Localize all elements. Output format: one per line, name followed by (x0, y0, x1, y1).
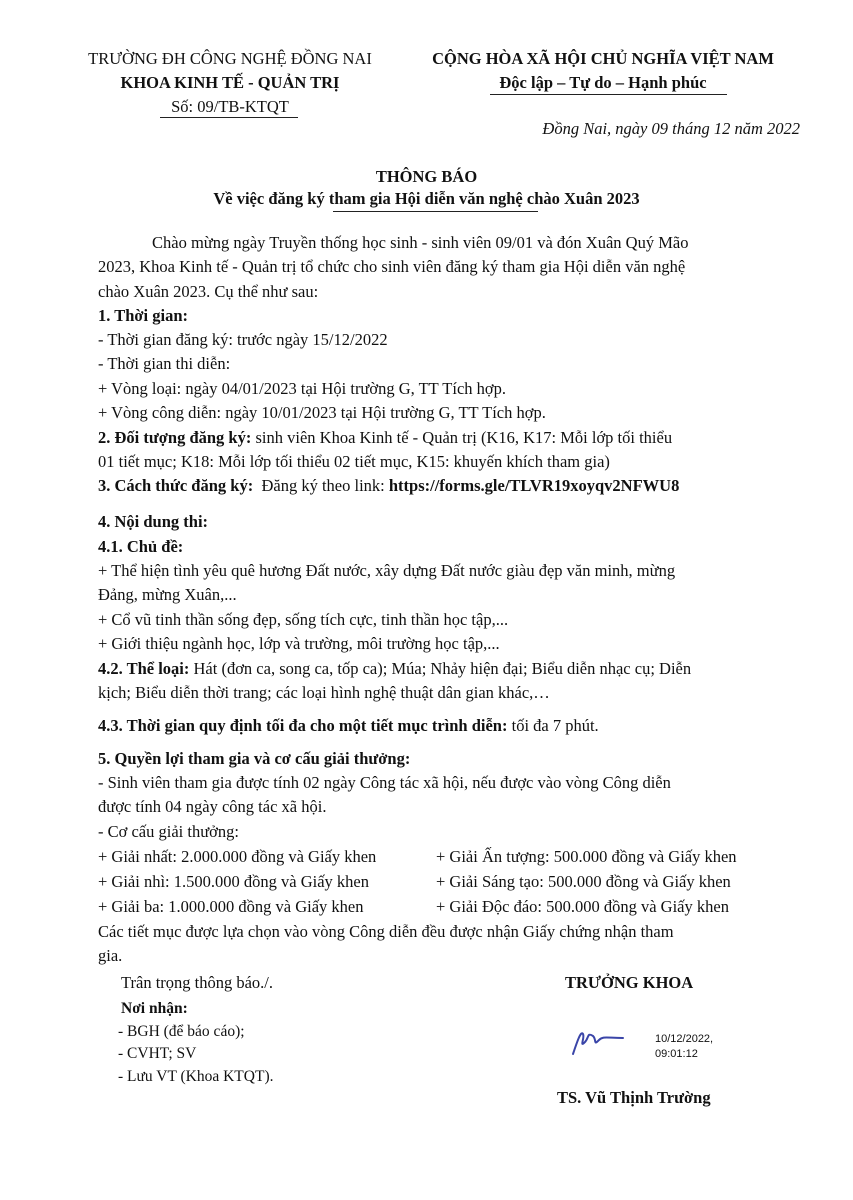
intro-line-1: Chào mừng ngày Truyền thống học sinh - sinh viên 09/01 và đón Xuân Quý Mão (152, 233, 689, 252)
section-4-3-heading: 4.3. Thời gian quy định tối đa cho một tiết mục trình diễn: (98, 716, 508, 735)
document-number: Số: 09/TB-KTQT (171, 97, 289, 116)
theme-line: Đảng, mừng Xuân,... (98, 585, 237, 604)
intro-line-2: 2023, Khoa Kinh tế - Quản trị tổ chức cho sinh viên đăng ký tham gia Hội diễn văn nghệ (98, 257, 686, 276)
s5-line: - Cơ cấu giải thưởng: (98, 822, 239, 841)
section-4-1-heading: 4.1. Chủ đề: (98, 537, 184, 556)
recipient-item: - CVHT; SV (118, 1045, 197, 1062)
section-3-text: Đăng ký theo link: (253, 476, 389, 495)
prize-right: + Giải Độc đáo: 500.000 đồng và Giấy khen (436, 897, 729, 916)
prize-right: + Giải Sáng tạo: 500.000 đồng và Giấy khen (436, 872, 731, 891)
registration-link[interactable]: https://forms.gle/TLVR19xoyqv2NFWU8 (388, 476, 680, 495)
section-4-3-line (98, 716, 778, 736)
theme-line: + Cổ vũ tinh thần sống đẹp, sống tích cực, tinh thần học tập,... (98, 610, 509, 629)
prize-right: + Giải Ấn tượng: 500.000 đồng và Giấy khen (436, 847, 737, 866)
section-2-heading: 2. Đối tượng đăng ký: (98, 428, 252, 447)
recipient-item: - BGH (để báo cáo); (118, 1023, 245, 1040)
s1-line: - Thời gian thi diễn: (98, 354, 231, 373)
s1-line: + Vòng công diễn: ngày 10/01/2023 tại Hội trường G, TT Tích hợp. (98, 403, 546, 422)
left-header-rule (160, 117, 298, 118)
signature-date: 10/12/2022, (655, 1033, 714, 1045)
intro-line-3: chào Xuân 2023. Cụ thể như sau: (98, 282, 319, 301)
subtitle-rule (333, 211, 538, 212)
recipients-label: Nơi nhận: (121, 1000, 188, 1017)
nation-name: CỘNG HÒA XÃ HỘI CHỦ NGHĨA VIỆT NAM (432, 49, 774, 68)
section-4-2-heading: 4.2. Thể loại: (98, 659, 190, 678)
right-header-rule (490, 94, 727, 95)
closing-line-1: Các tiết mục được lựa chọn vào vòng Công diễn đều được nhận Giấy chứng nhận tham (98, 922, 674, 941)
section-2-line-1 (98, 428, 778, 448)
max-time-text: tối đa 7 phút. (507, 716, 599, 735)
section-2-line-2: 01 tiết mục; K18: Mỗi lớp tối thiểu 02 tiết mục, K15: khuyến khích tham gia) (98, 452, 610, 471)
prize-left: + Giải nhất: 2.000.000 đồng và Giấy khen (98, 847, 377, 866)
doc-title: THÔNG BÁO (375, 167, 478, 186)
section-3-line (98, 476, 778, 496)
genre-text: Hát (đơn ca, song ca, tốp ca); Múa; Nhảy hiện đại; Biểu diễn nhạc cụ; Diễn (189, 659, 692, 678)
s1-line: + Vòng loại: ngày 04/01/2023 tại Hội trường G, TT Tích hợp. (98, 379, 506, 398)
theme-line: + Giới thiệu ngành học, lớp và trường, môi trường học tập,... (98, 634, 500, 653)
s5-line: được tính 04 ngày công tác xã hội. (98, 797, 327, 816)
section-1-heading: 1. Thời gian: (98, 306, 188, 325)
prize-left: + Giải ba: 1.000.000 đồng và Giấy khen (98, 897, 364, 916)
closing-line-2: gia. (98, 946, 123, 965)
section-4-heading: 4. Nội dung thi: (98, 512, 209, 531)
nation-motto: Độc lập – Tự do – Hạnh phúc (499, 73, 707, 92)
faculty-name: KHOA KINH TẾ - QUẢN TRỊ (120, 73, 340, 92)
signature-icon (563, 1020, 643, 1060)
school-name: TRƯỜNG ĐH CÔNG NGHỆ ĐỒNG NAI (88, 49, 372, 68)
section-4-2-line-1 (98, 659, 778, 679)
signature-time: 09:01:12 (655, 1048, 698, 1060)
recipient-item: - Lưu VT (Khoa KTQT). (118, 1068, 274, 1085)
section-3-heading: 3. Cách thức đăng ký: (98, 476, 254, 495)
doc-subtitle: Về việc đăng ký tham gia Hội diễn văn nghệ chào Xuân 2023 (213, 189, 640, 208)
section-4-2-line-2: kịch; Biểu diễn thời trang; các loại hình nghệ thuật dân gian khác,… (98, 683, 550, 702)
signer-name: TS. Vũ Thịnh Trường (557, 1088, 711, 1107)
section-2-text: sinh viên Khoa Kinh tế - Quản trị (K16, K17: Mỗi lớp tối thiểu (251, 428, 673, 447)
s1-line: - Thời gian đăng ký: trước ngày 15/12/2022 (98, 330, 388, 349)
signer-title: TRƯỞNG KHOA (565, 973, 694, 992)
regards: Trân trọng thông báo./. (121, 973, 274, 992)
section-5-heading: 5. Quyền lợi tham gia và cơ cấu giải thưởng: (98, 749, 411, 768)
s5-line: - Sinh viên tham gia được tính 02 ngày Công tác xã hội, nếu được vào vòng Công diễn (98, 773, 671, 792)
issue-date: Đồng Nai, ngày 09 tháng 12 năm 2022 (542, 119, 800, 138)
prize-left: + Giải nhì: 1.500.000 đồng và Giấy khen (98, 872, 369, 891)
theme-line: + Thể hiện tình yêu quê hương Đất nước, xây dựng Đất nước giàu đẹp văn minh, mừng (98, 561, 676, 580)
